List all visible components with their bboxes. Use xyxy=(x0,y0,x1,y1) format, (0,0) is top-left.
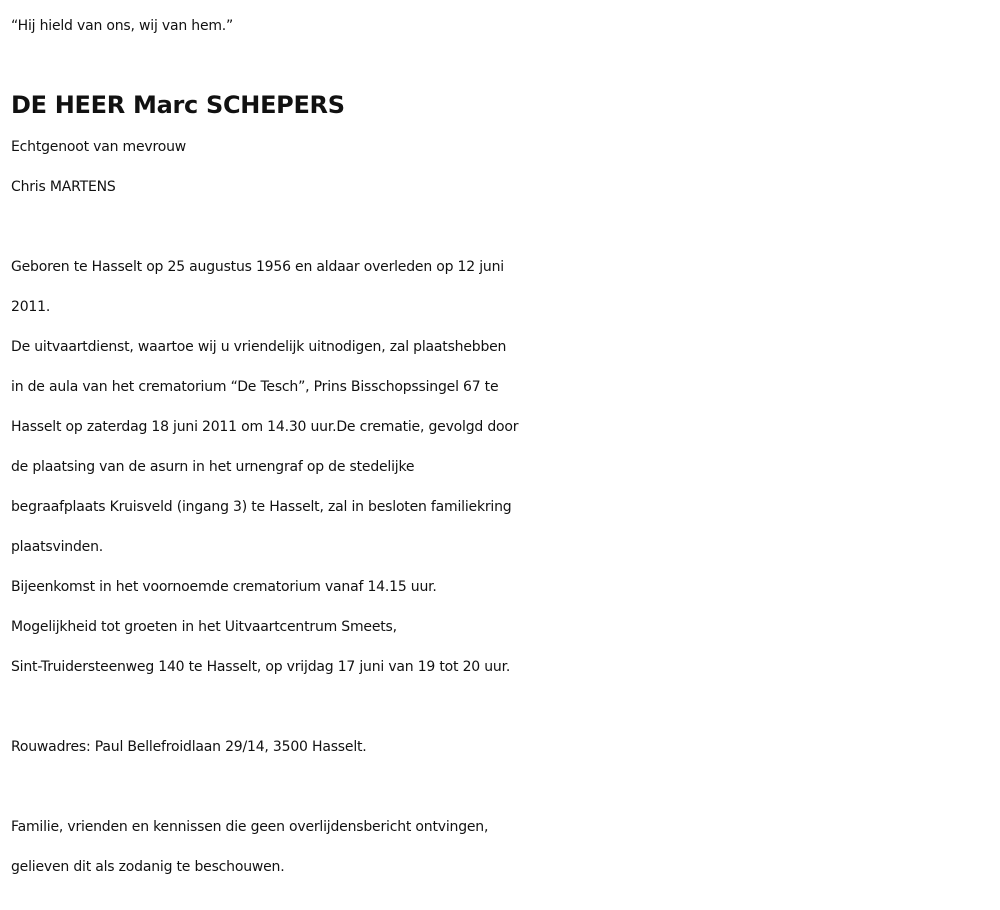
closing-paragraph xyxy=(11,807,996,887)
opening-quote: “Hij hield van ons, wij van hem.” xyxy=(11,18,234,34)
spacer xyxy=(11,207,996,247)
spouse-block xyxy=(11,127,996,207)
details-line: de plaatsing van de asurn in het urnengraf op de stedelijke xyxy=(11,459,415,475)
details-line: Geboren te Hasselt op 25 augustus 1956 en aldaar overleden op 12 juni xyxy=(11,259,504,275)
details-line: 2011. xyxy=(11,299,51,315)
details-line: Hasselt op zaterdag 18 juni 2011 om 14.30 uur.De crematie, gevolgd door xyxy=(11,419,519,435)
details-line: in de aula van het crematorium “De Tesch”, Prins Bisschopssingel 67 te xyxy=(11,379,499,395)
details-line: Bijeenkomst in het voornoemde crematorium vanaf 14.15 uur. xyxy=(11,579,437,595)
details-line: Sint-Truidersteenweg 140 te Hasselt, op vrijdag 17 juni van 19 tot 20 uur. xyxy=(11,659,511,675)
mourning-address: Rouwadres: Paul Bellefroidlaan 29/14, 3500 Hasselt. xyxy=(11,739,367,755)
details-paragraph xyxy=(11,247,996,687)
details-line: Mogelijkheid tot groeten in het Uitvaartcentrum Smeets, xyxy=(11,619,397,635)
deceased-name-heading: DE HEER Marc SCHEPERS xyxy=(11,91,345,119)
details-line: De uitvaartdienst, waartoe wij u vriendelijk uitnodigen, zal plaatshebben xyxy=(11,339,507,355)
spacer xyxy=(11,687,996,727)
closing-line: Familie, vrienden en kennissen die geen overlijdensbericht ontvingen, xyxy=(11,819,489,835)
spouse-line: Echtgenoot van mevrouw xyxy=(11,139,187,155)
details-line: begraafplaats Kruisveld (ingang 3) te Hasselt, zal in besloten familiekring xyxy=(11,499,512,515)
spacer xyxy=(11,767,996,807)
closing-line: gelieven dit als zodanig te beschouwen. xyxy=(11,859,285,875)
details-line: plaatsvinden. xyxy=(11,539,103,555)
spouse-name: Chris MARTENS xyxy=(11,179,116,195)
obituary-notice xyxy=(11,6,996,887)
